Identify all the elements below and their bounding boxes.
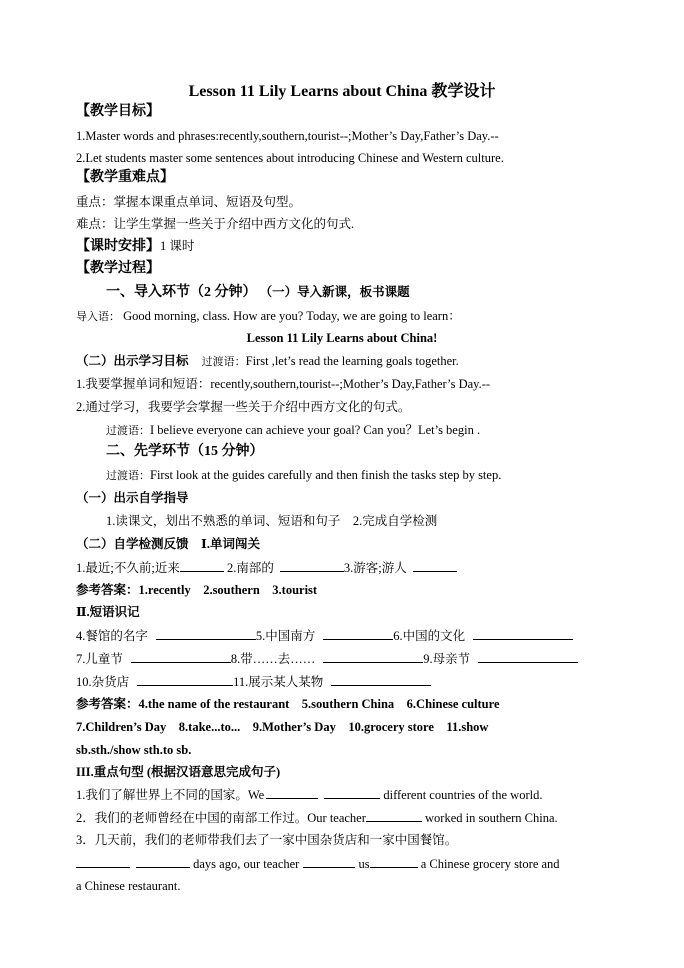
sentence-2 xyxy=(76,809,558,826)
word-2: 2.南部的 xyxy=(226,561,274,575)
objective-1: 1.Master words and phrases:recently,southern,tourist--;Mother’s Day,Father’s Day.-- xyxy=(76,129,499,143)
phrase-11: 11.展示某人某物 xyxy=(233,675,324,689)
sentence-1-cn: 1.我们了解世界上不同的国家。We xyxy=(76,788,265,802)
phrase-row-2 xyxy=(76,650,578,667)
phrase-5: 5.中国南方 xyxy=(255,629,316,643)
phrases-heading: Ⅱ.短语识记 xyxy=(76,605,140,619)
answers-1: 1.recently 2.southern 3.tourist xyxy=(138,583,318,597)
objective-2: 2.Let students master some sentences about introducing Chinese and Western culture. xyxy=(76,151,504,165)
objectives-heading: 【教学目标】 xyxy=(76,104,160,119)
sentences-heading: III.重点句型 (根据汉语意思完成句子) xyxy=(76,765,281,779)
intro-text: Good morning, class. How are you? Today, we are going to learn： xyxy=(123,309,461,323)
document-title: Lesson 11 Lily Learns about China 教学设计 xyxy=(188,83,496,100)
sentence-3-en-line xyxy=(76,855,560,872)
schedule-heading: 【课时安排】 xyxy=(76,239,160,254)
sentence-1-en: different countries of the world. xyxy=(383,788,543,802)
sentence-2-en: worked in southern China. xyxy=(425,811,558,825)
part1-heading: 一、导入环节（2 分钟） xyxy=(106,285,257,300)
lesson-title: Lesson 11 Lily Learns about China! xyxy=(246,331,438,345)
sentence-3-cn: 3．几天前，我们的老师带我们去了一家中国杂货店和一家中国餐馆。 xyxy=(76,833,458,847)
transition-2-label: 过渡语： xyxy=(106,425,150,437)
answers-2-c: sb.sth./show sth.to sb. xyxy=(76,743,192,757)
intro-line xyxy=(76,308,461,325)
goal-2: 2.通过学习，我要学会掌握一些关于介绍中西方文化的句式。 xyxy=(76,400,411,414)
part2-transition: First look at the guides carefully and then finish the tasks step by step. xyxy=(150,468,502,482)
word-2-blank[interactable] xyxy=(280,559,344,572)
answers-1-line xyxy=(76,582,317,598)
check-heading: （二）自学检测反馈 Ⅰ.单词闯关 xyxy=(76,537,260,551)
word-3-blank[interactable] xyxy=(413,559,457,572)
keypoints-heading: 【教学重难点】 xyxy=(76,170,174,185)
phrase-9: 9.母亲节 xyxy=(423,652,471,666)
phrase-row-1 xyxy=(76,627,573,644)
sentence-1-blank-2[interactable] xyxy=(324,786,380,799)
sentence-3-b: us xyxy=(358,857,370,871)
phrase-9-blank[interactable] xyxy=(478,650,578,663)
part1-line xyxy=(106,284,410,301)
phrase-7-blank[interactable] xyxy=(131,650,231,663)
process-heading: 【教学过程】 xyxy=(76,261,160,276)
goals-transition-label: 过渡语： xyxy=(201,356,246,368)
intro-label: 导入语： xyxy=(76,311,120,323)
phrase-6: 6.中国的文化 xyxy=(393,629,466,643)
phrase-10-blank[interactable] xyxy=(137,673,233,686)
word-3: 3.游客;游人 xyxy=(343,561,407,575)
goals-transition: First ,let’s read the learning goals together. xyxy=(245,354,459,368)
sentence-3-blank-4[interactable] xyxy=(370,855,418,868)
guide-heading: （一）出示自学指导 xyxy=(76,491,189,505)
sentence-3-blank-3[interactable] xyxy=(303,855,355,868)
phrase-6-blank[interactable] xyxy=(473,627,573,640)
sentence-3-blank-2[interactable] xyxy=(136,855,190,868)
phrase-11-blank[interactable] xyxy=(331,673,431,686)
sentence-3-c: a Chinese grocery store and xyxy=(420,857,560,871)
phrase-4-blank[interactable] xyxy=(156,627,256,640)
word-exercise-line xyxy=(76,559,457,576)
part2-transition-line xyxy=(106,467,501,484)
phrase-5-blank[interactable] xyxy=(323,627,393,640)
phrase-10: 10.杂货店 xyxy=(76,675,130,689)
sentence-3-blank-1[interactable] xyxy=(76,855,130,868)
difficult-point: 难点：让学生掌握一些关于介绍中西方文化的句式. xyxy=(76,217,355,231)
sentence-2-cn: 2．我们的老师曾经在中国的南部工作过。Our teacher xyxy=(76,811,366,825)
answers-2-a: 4.the name of the restaurant 5.southern China 6.Chinese culture xyxy=(138,697,500,711)
part1-sub: （一）导入新课，板书课题 xyxy=(259,285,410,299)
word-1: 1.最近;不久前;近来 xyxy=(76,561,180,575)
sentence-2-blank[interactable] xyxy=(366,809,422,822)
part2-heading: 二、先学环节（15 分钟） xyxy=(106,444,264,459)
sentence-3-a: days ago, our teacher xyxy=(193,857,300,871)
transition-2: I believe everyone can achieve your goal? Can you？Let’s begin . xyxy=(150,423,481,437)
schedule-value: 1 课时 xyxy=(160,239,195,253)
answers-2-line-a xyxy=(76,696,500,712)
answers-1-label: 参考答案： xyxy=(76,583,139,597)
goal-1: 1.我要掌握单词和短语：recently,southern,tourist--;Mother’s Day,Father’s Day.-- xyxy=(76,377,491,391)
sentence-1-blank-1[interactable] xyxy=(266,786,318,799)
phrase-8: 8.带……去…… xyxy=(230,652,316,666)
sentence-3-d: a Chinese restaurant. xyxy=(76,879,181,893)
guide-text: 1.读课文，划出不熟悉的单词、短语和句子 2.完成自学检测 xyxy=(106,514,438,528)
goals-label: （二）出示学习目标 xyxy=(76,354,189,368)
transition-2-line xyxy=(106,422,480,439)
phrase-8-blank[interactable] xyxy=(323,650,423,663)
key-point: 重点：掌握本课重点单词、短语及句型。 xyxy=(76,195,302,209)
phrase-row-3 xyxy=(76,673,431,690)
phrase-4: 4.餐馆的名字 xyxy=(76,629,148,643)
part2-transition-label: 过渡语： xyxy=(106,470,150,482)
answers-2-b: 7.Children’s Day 8.take...to... 9.Mother’s Day 10.grocery store 11.show xyxy=(76,720,489,734)
answers-2-label: 参考答案： xyxy=(76,697,139,711)
sentence-1 xyxy=(76,786,542,803)
schedule-line xyxy=(76,238,194,255)
phrase-7: 7.儿童节 xyxy=(76,652,123,666)
word-1-blank[interactable] xyxy=(180,559,224,572)
goals-line xyxy=(76,353,459,370)
